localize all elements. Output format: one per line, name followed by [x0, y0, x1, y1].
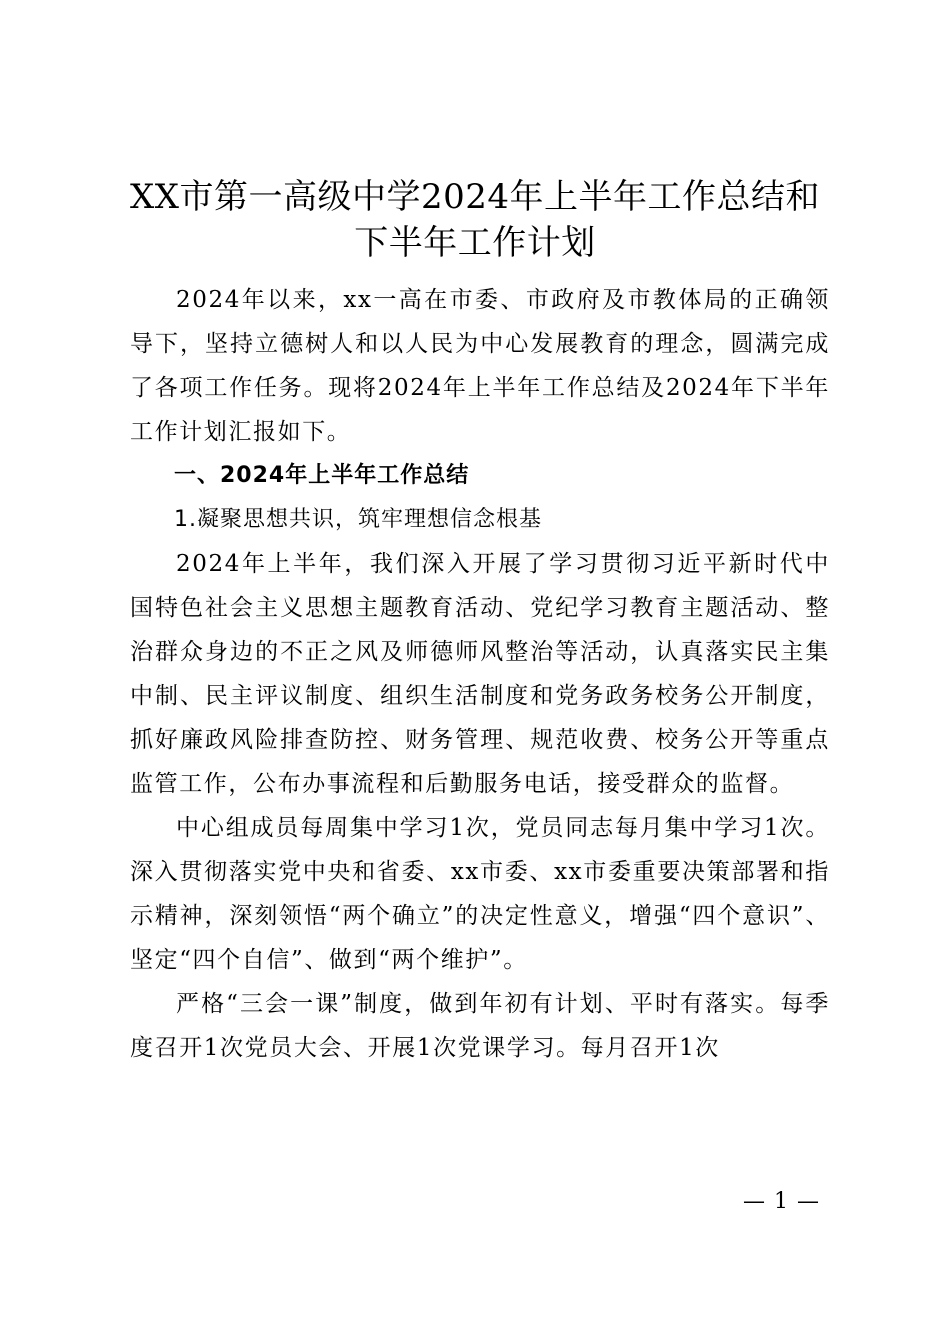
- body-paragraph: 中心组成员每周集中学习1次，党员同志每月集中学习1次。深入贯彻落实党中央和省委、xx市委、xx市委重要决策部署和指示精神，深刻领悟“两个确立”的决定性意义，增强“四个意识”、坚定“四个自信”、做到“两个维护”。: [130, 815, 830, 973]
- title-line-2: 下半年工作计划: [354, 223, 596, 263]
- body-paragraph: 严格“三会一课”制度，做到年初有计划、平时有落实。每季度召开1次党员大会、开展1次党课学习。每月召开1次: [130, 991, 830, 1061]
- page-number: — 1 —: [743, 1189, 820, 1214]
- body-paragraph: 2024年上半年，我们深入开展了学习贯彻习近平新时代中国特色社会主义思想主题教育活动、党纪学习教育主题活动、整治群众身边的不正之风及师德师风整治等活动，认真落实民主集中制、民主评议制度、组织生活制度和党务政务校务公开制度，抓好廉政风险排查防控、财务管理、规范收费、校务公开等重点监管工作，公布办事流程和后勤服务电话，接受群众的监督。: [130, 551, 830, 797]
- document-title: [118, 174, 832, 266]
- section-heading: 一、2024年上半年工作总结: [174, 463, 470, 488]
- document-body: [130, 278, 830, 1070]
- title-line-1: XX市第一高级中学2024年上半年工作总结和: [130, 177, 820, 217]
- subsection-heading: 1.凝聚思想共识，筑牢理想信念根基: [174, 507, 542, 532]
- intro-paragraph: 2024年以来，xx一高在市委、市政府及市教体局的正确领导下，坚持立德树人和以人民为中心发展教育的理念，圆满完成了各项工作任务。现将2024年上半年工作总结及2024年下半年工作计划汇报如下。: [130, 287, 830, 445]
